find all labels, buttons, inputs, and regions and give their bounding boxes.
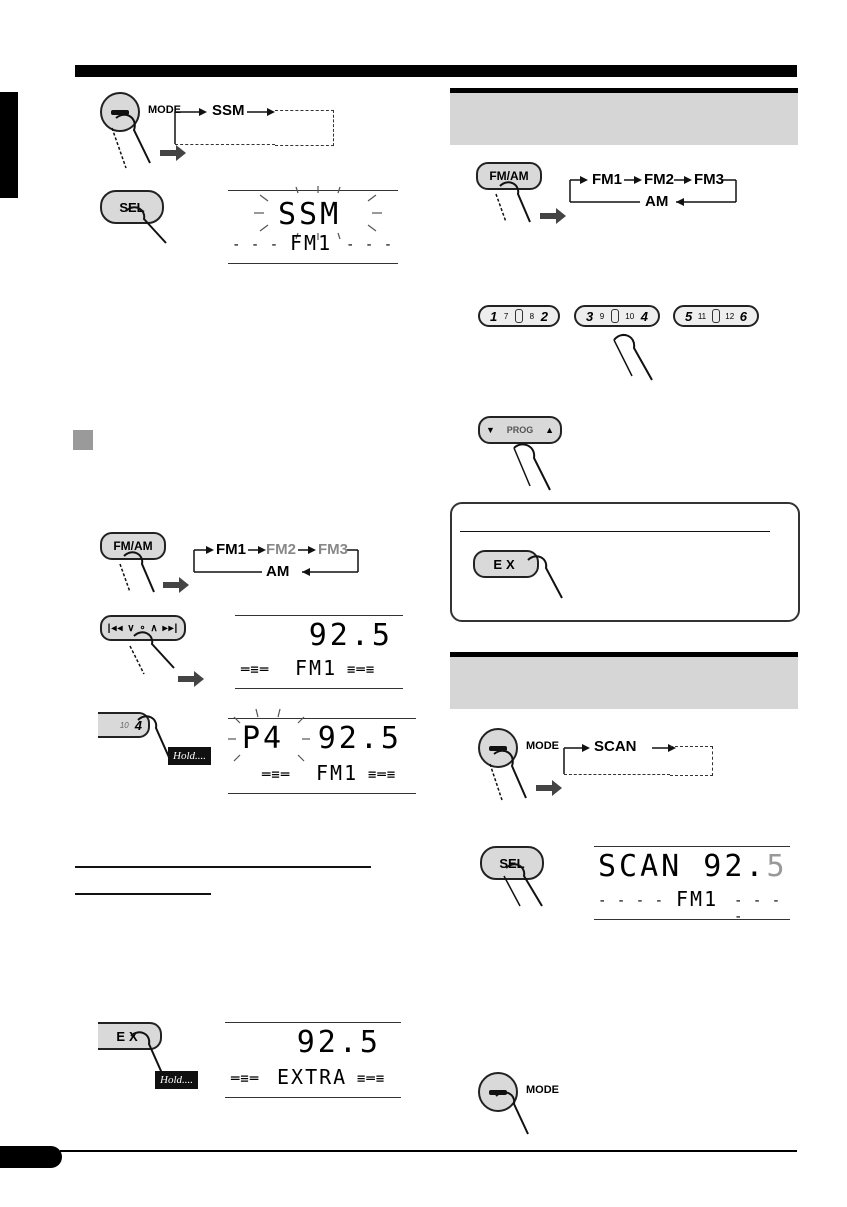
sel-button[interactable]: SEL	[480, 846, 544, 880]
preset-small-b: 8	[529, 311, 535, 321]
blink-rays-icon	[258, 191, 378, 235]
level-segments: ═≡═	[262, 767, 291, 783]
level-segments: ═≡═	[231, 1071, 260, 1087]
scan-seq-label: SCAN	[594, 738, 637, 755]
scan-band: FM1	[676, 887, 719, 911]
ssm-display-text: SSM	[278, 197, 342, 232]
level-segments: ≡═≡	[357, 1071, 386, 1087]
finger-press-icon	[490, 1090, 540, 1138]
preset-divider-icon	[515, 309, 523, 323]
section-header-tuning	[450, 88, 798, 145]
preset-divider-icon	[611, 309, 619, 323]
sel-button[interactable]: SEL	[100, 190, 164, 224]
dash-segments: - - -	[232, 237, 280, 253]
mode-seq-dashed-box	[670, 746, 713, 776]
preset-small-b: 10	[625, 311, 635, 321]
dash-segments: - - - -	[598, 893, 665, 909]
scan-display	[594, 846, 790, 925]
fm3-label: FM3	[694, 171, 724, 188]
preset-button-1-2[interactable]	[478, 305, 560, 327]
dash-segments: - - - -	[734, 893, 782, 925]
mode-label: MODE	[526, 1084, 559, 1096]
preset-b: 2	[540, 308, 548, 324]
prog-label: PROG	[506, 425, 534, 435]
preset-button-3-4[interactable]	[574, 305, 660, 327]
mode-label: MODE	[526, 740, 559, 752]
preset-small-b: 12	[725, 311, 735, 321]
preset-number: 4	[134, 717, 142, 733]
fm2-label: FM2	[644, 171, 674, 188]
finger-press-icon	[522, 552, 572, 602]
preset-band: FM1	[316, 761, 359, 785]
preset-id: P4	[242, 721, 285, 756]
extra-mode: EXTRA	[277, 1065, 348, 1089]
hold-label: Hold....	[168, 747, 211, 765]
preset-button-5-6[interactable]	[673, 305, 759, 327]
page-number-tab	[0, 1146, 62, 1168]
preset-b: 6	[739, 308, 747, 324]
ssm-display	[228, 190, 398, 264]
seek-arrows-icon: |◂◂ ∨ ∘ ∧ ▸▸|	[107, 622, 179, 634]
level-segments: ═≡═	[241, 662, 270, 678]
press-arrow-icon	[536, 780, 562, 796]
preset-small-a: 7	[503, 311, 509, 321]
finger-press-icon	[608, 330, 668, 382]
dash-segments: - - -	[346, 237, 394, 253]
preset-divider-icon	[712, 309, 720, 323]
section-marker	[73, 430, 93, 450]
underline-rule	[75, 866, 371, 868]
mode-seq-bottom-line	[175, 144, 275, 145]
finger-press-icon	[500, 862, 560, 912]
top-rule	[75, 65, 797, 77]
fm3-label: FM3	[318, 541, 348, 558]
finger-press-icon	[508, 440, 568, 492]
extra-display	[225, 1022, 401, 1098]
level-segments: ≡═≡	[368, 767, 397, 783]
footer-rule	[60, 1150, 797, 1152]
mode-label: MODE	[148, 104, 181, 116]
tune-band: FM1	[295, 656, 338, 680]
extra-freq: 92.5	[296, 1025, 381, 1060]
finger-press-icon	[120, 205, 180, 250]
note-box-rule	[460, 531, 770, 532]
preset-a: 5	[685, 308, 693, 324]
press-arrow-icon	[163, 577, 189, 593]
tune-display	[235, 615, 403, 689]
language-tab	[0, 92, 18, 198]
underline-rule	[75, 893, 211, 895]
preset-a: 1	[490, 308, 498, 324]
fmam-button[interactable]: FM/AM	[476, 162, 542, 190]
mode-seq-dashed-box	[275, 110, 334, 146]
fm1-label: FM1	[592, 171, 622, 188]
ex-label: EX	[116, 1028, 142, 1044]
am-label: AM	[645, 193, 669, 210]
press-arrow-icon	[540, 208, 566, 224]
fmam-button[interactable]: FM/AM	[100, 532, 166, 560]
ssm-band: FM1	[290, 231, 333, 255]
am-label: AM	[266, 563, 290, 580]
fm1-label: FM1	[216, 541, 246, 558]
preset-a: 3	[586, 308, 594, 324]
press-arrow-icon	[178, 671, 204, 687]
preset-small-a: 11	[697, 311, 707, 321]
mode-seq-bottom-line	[564, 774, 670, 775]
preset-freq: 92.5	[317, 721, 402, 756]
preset-display	[228, 718, 416, 794]
section-header-scan	[450, 652, 798, 709]
tune-freq: 92.5	[308, 618, 393, 653]
scan-text	[598, 849, 788, 884]
ex-label: EX	[493, 556, 519, 572]
ssm-seq-label: SSM	[212, 102, 245, 119]
scan-blink-digit: 5	[766, 849, 788, 884]
finger-press-icon	[108, 108, 168, 178]
up-arrow-icon: ▲	[545, 425, 555, 435]
blink-rays-icon	[234, 713, 304, 767]
hold-label: Hold....	[155, 1071, 198, 1089]
preset-small-number: 10	[119, 720, 129, 730]
preset-b: 4	[640, 308, 648, 324]
preset-small-a: 9	[599, 311, 605, 321]
fm2-label: FM2	[266, 541, 296, 558]
level-segments: ≡═≡	[347, 662, 376, 678]
scan-main: SCAN 92.	[598, 849, 767, 884]
down-arrow-icon: ▼	[485, 425, 495, 435]
